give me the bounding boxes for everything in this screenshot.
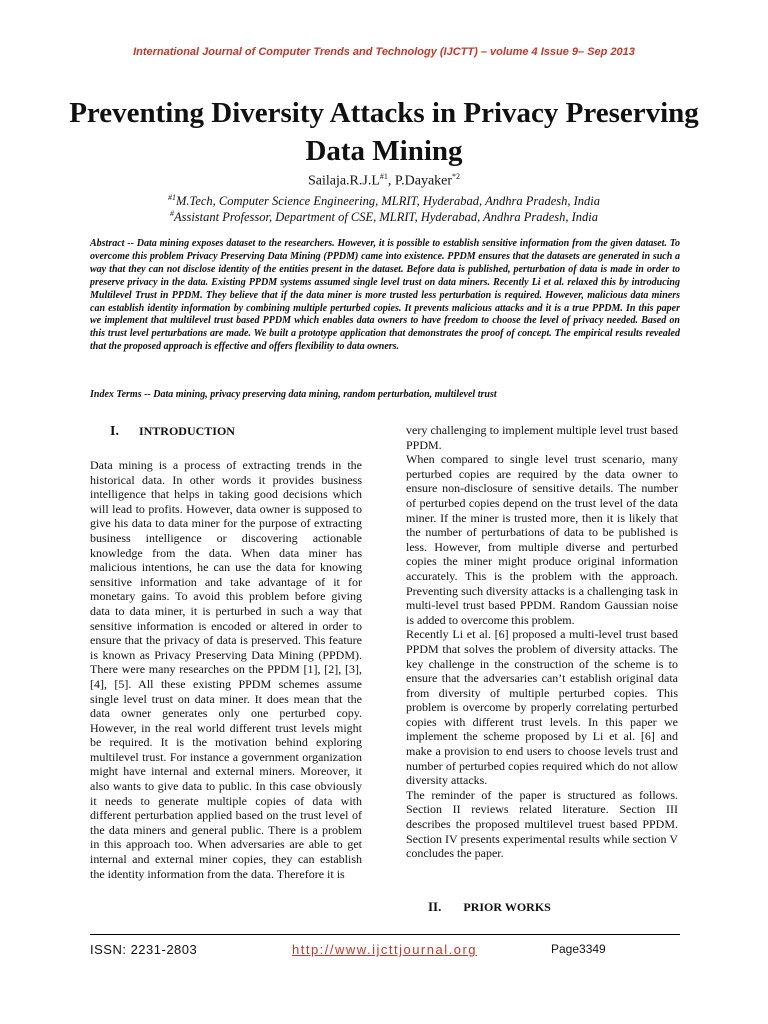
author-marker: *2	[452, 172, 461, 181]
body-paragraph: very challenging to implement multiple level trust based PPDM.	[406, 423, 678, 452]
body-paragraph: Recently Li et al. [6] proposed a multi-level trust based PPDM that solves the problem of diversity attacks. The key challenge in the construction of the scheme is to ensure that the adversaries can’t establish original data from diversity of multiple perturbed copies. This problem is overcome by properly correlating perturbed copies with different trust levels. In this paper we implement the scheme proposed by Li et al. [6] and make a provision to end users to choose levels trust and number of perturbed copies required which do not allow diversity attacks.	[406, 627, 678, 788]
body-paragraph: Data mining is a process of extracting trends in the historical data. In other words it provides business intelligence that helps in taking good decisions which will lead to profits. However, data owner is supposed to give his data to data miner for the purpose of extracting business intelligence or discovering actionable knowledge from the data. When data miner has malicious intentions, he can use the data for knowing sensitive information and take advantage of it for monetary gains. To avoid this problem before giving data to data miner, it is perturbed in such a way that sensitive information is encoded or altered in order to ensure that the privacy of data is preserved. This feature is known as Privacy Preserving Data Mining (PPDM). There were many researches on the PPDM [1], [2], [3], [4], [5]. All these existing PPDM schemes assume single level trust on data miner. It does mean that the data owner generates only one perturbed copy. However, in the real world different trust levels might be required. It is the motivation behind exploring multilevel trust. For instance a government organization might have internal and external miners. Moreover, it also wants to give data to public. In this case obviously it needs to generate multiple copies of data with different perturbation applied based on the trust level of the data miners and general public. There is a problem in this approach too. When adversaries are able to get internal and external miner copies, they can establish the identity information from the data. Therefore it is	[90, 458, 362, 881]
author-separator: ,	[387, 173, 395, 189]
author-marker: #1	[379, 172, 388, 181]
affiliation-marker: #1	[167, 193, 176, 202]
footer-page-number: Page3349	[551, 942, 606, 956]
author-line	[0, 172, 768, 190]
footer-journal-link[interactable]: http://www.ijcttjournal.org	[292, 942, 478, 957]
affiliation-text: M.Tech, Computer Science Engineering, MLRIT, Hyderabad, Andhra Pradesh, India	[175, 194, 601, 209]
abstract: Abstract -- Data mining exposes dataset to the researchers. However, it is possible to establish sensitive information from the given dataset. To overcome this problem Privacy Preserving Data Mining (PPDM) came into existence. PPDM ensures that the datasets are generated in such a way that they can not disclose identity of the entities present in the dataset. Before data is published, perturbation of data is made in order to preserve privacy in the data. Existing PPDM systems assumed single level trust on data miners. Recently Li et al. relaxed this by introducing Multilevel Trust in PPDM. They believe that if the data miner is more trusted less perturbation is required. However, malicious data miners can establish identity information by combining multiple perturbed copies. It prevents malicious attacks and it is a true PPDM. In this paper we implement that multilevel trust based PPDM which enables data owners to have freedom to choose the level of privacy needed. Based on this trust level perturbations are made. We built a prototype application that demonstrates the proof of concept. The empirical results revealed that the proposed approach is effective and offers flexibility to data owners.	[90, 238, 680, 353]
section-number: II.	[428, 899, 442, 914]
author-name: P.Dayaker	[394, 173, 453, 189]
affiliation-marker: #	[169, 209, 174, 218]
section-heading-introduction	[110, 424, 235, 440]
index-terms: Index Terms -- Data mining, privacy preserving data mining, random perturbation, multilevel trust	[90, 389, 497, 400]
body-paragraph: The reminder of the paper is structured as follows. Section II reviews related literature. Section III describes the proposed multilevel truest based PPDM. Section IV presents experimental results while section V concludes the paper.	[406, 787, 678, 861]
affiliation	[0, 193, 768, 209]
right-column	[406, 423, 678, 861]
section-title: PRIOR WORKS	[463, 900, 551, 914]
affiliation	[0, 209, 768, 225]
section-heading-prior-works	[428, 899, 551, 915]
section-number: I.	[110, 424, 119, 439]
journal-header: International Journal of Computer Trends and Technology (IJCTT) – volume 4 Issue 9– Sep 2013	[133, 46, 635, 58]
footer-issn: ISSN: 2231-2803	[90, 942, 198, 957]
affiliation-text: Assistant Professor, Department of CSE, MLRIT, Hyderabad, Andhra Pradesh, India	[173, 210, 599, 225]
body-paragraph: When compared to single level trust scenario, many perturbed copies are required by the data owner to ensure non-disclosure of sensitive details. The number of perturbed copies depend on the trust level of the data miner. If the miner is trusted more, then it is likely that the number of perturbations of data to be published is less. However, from multiple diverse and perturbed copies the miner might produce original information accurately. This is the problem with the approach. Preventing such diversity attacks is a challenging task in multi-level trust based PPDM. Random Gaussian noise is added to overcome this problem.	[406, 452, 678, 627]
paper-title: Preventing Diversity Attacks in Privacy Preserving Data Mining	[69, 97, 699, 167]
footer-divider	[90, 934, 680, 935]
author-name: Sailaja.R.J.L	[307, 173, 380, 189]
section-title: INTRODUCTION	[138, 424, 235, 438]
left-column	[90, 458, 362, 881]
